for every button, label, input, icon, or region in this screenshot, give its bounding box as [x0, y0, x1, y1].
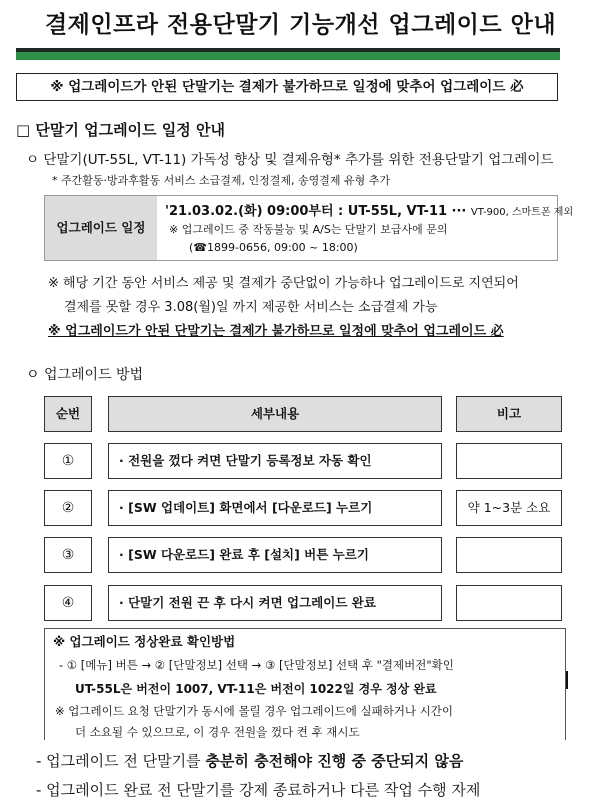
text-cursor — [566, 671, 568, 689]
schedule-as-note: ※ 업그레이드 중 작동불능 및 A/S는 단말기 보급사에 문의 — [169, 223, 448, 236]
row-2-note: 약 1~3분 소요 — [456, 490, 562, 526]
bottom-charge-emphasis: 충분히 충전해야 진행 중 중단되지 않음 — [205, 752, 464, 770]
confirm-versions: UT-55L은 버전이 1007, VT-11은 버전이 1022일 경우 정상 완료 — [75, 682, 437, 696]
section-method-title: ㅇ 업그레이드 방법 — [26, 367, 144, 383]
schedule-label: 업그레이드 일정 — [45, 196, 157, 260]
section-schedule-title: □ 단말기 업그레이드 일정 안내 — [16, 121, 225, 139]
row-3-content: · [SW 다운로드] 완료 후 [설치] 버튼 누르기 — [108, 537, 442, 573]
header-note: 비고 — [456, 396, 562, 432]
row-3-note — [456, 537, 562, 573]
note-delay-1: ※ 해당 기간 동안 서비스 제공 및 결제가 중단없이 가능하나 업그레이드로 지연되어 — [48, 276, 519, 291]
schedule-date — [165, 200, 573, 219]
note-warning: ※ 업그레이드가 안된 단말기는 결제가 불가하므로 일정에 맞추어 업그레이드 必 — [48, 324, 504, 339]
title-underline — [16, 48, 560, 60]
schedule-bullet: ㅇ 단말기(UT-55L, VT-11) 가독성 향상 및 결제유형* 추가를 위한 전용단말기 업그레이드 — [26, 152, 554, 168]
row-4-note — [456, 585, 562, 621]
row-2-no: ② — [44, 490, 92, 526]
row-2-content: · [SW 업데이트] 화면에서 [다운로드] 누르기 — [108, 490, 442, 526]
confirm-steps: - ① [메뉴] 버튼 → ② [단말정보] 선택 → ③ [단말정보] 선택 후 "결제버전"확인 — [59, 658, 454, 672]
confirm-title: ※ 업그레이드 정상완료 확인방법 — [53, 634, 236, 649]
schedule-date-main: '21.03.02.(화) 09:00부터 : UT-55L, VT-11 ··· — [165, 204, 467, 219]
page-title: 결제인프라 전용단말기 기능개선 업그레이드 안내 — [44, 12, 557, 38]
row-4-content: · 단말기 전원 끈 후 다시 켜면 업그레이드 완료 — [108, 585, 442, 621]
confirm-retry-1: ※ 업그레이드 요청 단말기가 동시에 몰릴 경우 업그레이드에 실패하거나 시간이 — [55, 704, 454, 718]
header-content: 세부내용 — [108, 396, 442, 432]
row-3-no: ③ — [44, 537, 92, 573]
bottom-shutdown-note: - 업그레이드 완료 전 단말기를 강제 종료하거나 다른 작업 수행 자제 — [36, 781, 481, 799]
schedule-exclusion: VT-900, 스마트폰 제외 — [470, 207, 574, 218]
schedule-subnote: * 주간활동·방과후활동 서비스 소급결제, 인정결제, 송영결제 유형 추가 — [52, 174, 390, 187]
notice-box: ※ 업그레이드가 안된 단말기는 결제가 불가하므로 일정에 맞추어 업그레이드 必 — [16, 73, 558, 101]
confirm-retry-2: 더 소요될 수 있으므로, 이 경우 전원을 껐다 켠 후 재시도 — [75, 725, 360, 739]
row-1-note — [456, 443, 562, 479]
note-delay-2: 결제를 못할 경우 3.08(월)일 까지 제공한 서비스는 소급결제 가능 — [64, 300, 438, 315]
row-1-content: · 전원을 껐다 켜면 단말기 등록정보 자동 확인 — [108, 443, 442, 479]
bottom-charge-prefix: - 업그레이드 전 단말기를 — [36, 752, 206, 770]
row-1-no: ① — [44, 443, 92, 479]
schedule-box — [44, 195, 574, 261]
schedule-phone: (☎1899-0656, 09:00 ~ 18:00) — [189, 241, 358, 254]
confirm-box — [44, 628, 566, 740]
bottom-charge-note — [36, 750, 463, 771]
row-4-no: ④ — [44, 585, 92, 621]
header-no: 순번 — [44, 396, 92, 432]
